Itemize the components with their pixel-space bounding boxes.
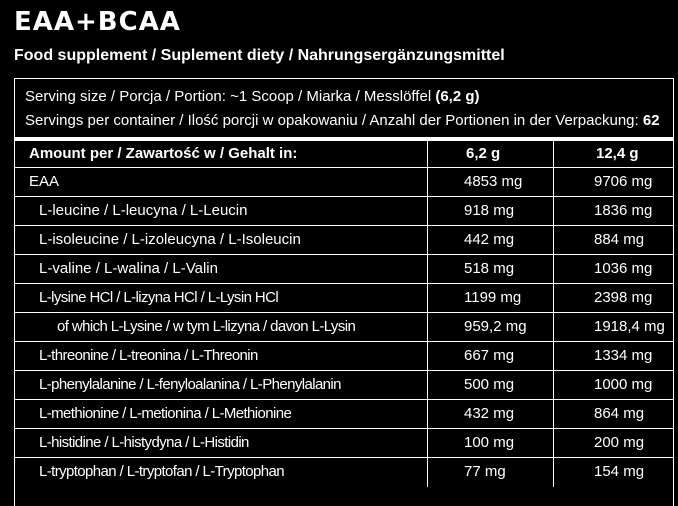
- row-value-serving-1: 4853 mg: [427, 168, 553, 196]
- table-row: [15, 168, 673, 197]
- row-value-serving-2: 864 mg: [553, 400, 674, 428]
- row-name: EAA: [29, 173, 60, 190]
- servings-per-container-label: Servings per container / Ilość porcji w opakowaniu / Anzahl der Portionen in der Verpackung:: [25, 112, 643, 129]
- table-row: [15, 400, 673, 429]
- row-value-serving-1: 667 mg: [427, 342, 553, 370]
- row-name: of which L-Lysine / w tym L-lizyna / davon L-Lysin: [57, 318, 356, 335]
- servings-per-container-value: 62: [642, 112, 660, 129]
- row-value-serving-1: 959,2 mg: [427, 313, 553, 341]
- table-row: [15, 255, 673, 284]
- row-name: L-tryptophan / L-tryptofan / L-Tryptophan: [39, 463, 284, 480]
- row-name: L-leucine / L-leucyna / L-Leucin: [39, 202, 248, 219]
- table-row: [15, 458, 673, 487]
- row-name: L-threonine / L-treonina / L-Threonin: [39, 347, 258, 364]
- table-row: [15, 313, 673, 342]
- row-value-serving-2: 884 mg: [553, 226, 674, 254]
- row-value-serving-2: 9706 mg: [553, 168, 674, 196]
- row-value-serving-1: 918 mg: [427, 197, 553, 225]
- row-value-serving-2: 154 mg: [553, 458, 674, 487]
- row-name: L-isoleucine / L-izoleucyna / L-Isoleucin: [39, 231, 301, 248]
- table-header-row: [15, 141, 673, 168]
- row-value-serving-1: 432 mg: [427, 400, 553, 428]
- serving-size-value: (6,2 g): [435, 88, 480, 105]
- table-row: [15, 342, 673, 371]
- serving-size: [25, 87, 480, 107]
- servings-per-container: [25, 111, 660, 131]
- row-value-serving-1: 518 mg: [427, 255, 553, 283]
- row-value-serving-1: 100 mg: [427, 429, 553, 457]
- header-serving-1: 6,2 g: [427, 141, 553, 167]
- row-name: L-phenylalanine / L-fenyloalanina / L-Phenylalanin: [39, 376, 341, 393]
- table-row: [15, 284, 673, 313]
- table-row: [15, 226, 673, 255]
- row-value-serving-2: 1000 mg: [553, 371, 674, 399]
- table-row: [15, 371, 673, 400]
- table-row: [15, 429, 673, 458]
- row-value-serving-2: 1036 mg: [553, 255, 674, 283]
- row-value-serving-1: 500 mg: [427, 371, 553, 399]
- amino-acid-table: [15, 141, 673, 487]
- row-name: L-lysine HCl / L-lizyna HCl / L-Lysin HCl: [39, 289, 279, 306]
- row-value-serving-2: 1334 mg: [553, 342, 674, 370]
- row-name: L-methionine / L-metionina / L-Methionine: [39, 405, 292, 422]
- row-value-serving-2: 2398 mg: [553, 284, 674, 312]
- row-value-serving-2: 1836 mg: [553, 197, 674, 225]
- product-title: EAA+BCAA: [14, 7, 181, 37]
- row-value-serving-2: 200 mg: [553, 429, 674, 457]
- header-amount-per: Amount per / Zawartość w / Gehalt in:: [29, 145, 298, 162]
- row-value-serving-1: 77 mg: [427, 458, 553, 487]
- row-name: L-valine / L-walina / L-Valin: [39, 260, 218, 277]
- table-row: [15, 197, 673, 226]
- row-value-serving-1: 442 mg: [427, 226, 553, 254]
- header-serving-2: 12,4 g: [553, 141, 674, 167]
- row-name: L-histidine / L-histydyna / L-Histidin: [39, 434, 249, 451]
- serving-size-label: Serving size / Porcja / Portion: ~1 Scoop / Miarka / Messlöffel: [25, 88, 436, 105]
- nutrition-panel: [14, 78, 674, 506]
- product-subtitle: Food supplement / Suplement diety / Nahrungsergänzungsmittel: [14, 47, 505, 64]
- row-value-serving-1: 1199 mg: [427, 284, 553, 312]
- row-value-serving-2: 1918,4 mg: [553, 313, 674, 341]
